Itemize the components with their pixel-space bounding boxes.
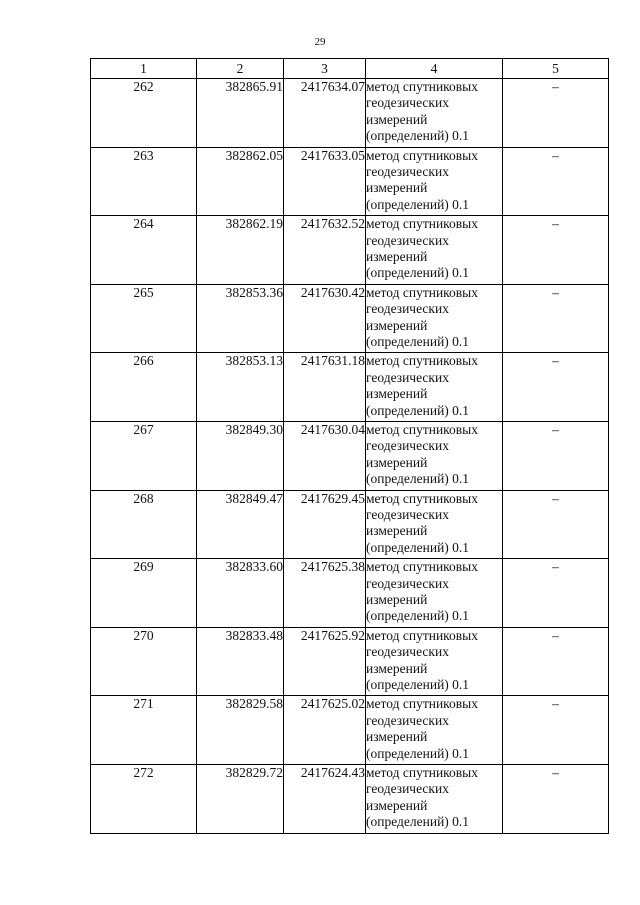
point-number-cell: 269 — [91, 559, 197, 628]
table-row — [91, 696, 609, 765]
column-header-2: 2 — [197, 59, 284, 79]
x-coordinate-cell: 382853.36 — [197, 284, 284, 353]
y-coordinate-cell: 2417632.52 — [284, 216, 366, 285]
y-coordinate-cell: 2417631.18 — [284, 353, 366, 422]
note-cell: – — [503, 353, 609, 422]
y-coordinate-cell: 2417633.05 — [284, 147, 366, 216]
column-header-3: 3 — [284, 59, 366, 79]
note-cell: – — [503, 421, 609, 490]
y-coordinate-cell: 2417634.07 — [284, 79, 366, 148]
note-cell: – — [503, 559, 609, 628]
method-cell: метод спутниковых геодезических измерений (определений) 0.1 — [366, 764, 503, 833]
x-coordinate-cell: 382853.13 — [197, 353, 284, 422]
note-cell: – — [503, 79, 609, 148]
table-row — [91, 353, 609, 422]
method-cell: метод спутниковых геодезических измерений (определений) 0.1 — [366, 216, 503, 285]
point-number-cell: 268 — [91, 490, 197, 559]
x-coordinate-cell: 382862.19 — [197, 216, 284, 285]
point-number-cell: 270 — [91, 627, 197, 696]
table-row — [91, 764, 609, 833]
point-number-cell: 267 — [91, 421, 197, 490]
method-cell: метод спутниковых геодезических измерений (определений) 0.1 — [366, 696, 503, 765]
note-cell: – — [503, 490, 609, 559]
x-coordinate-cell: 382829.58 — [197, 696, 284, 765]
table-row — [91, 147, 609, 216]
y-coordinate-cell: 2417630.42 — [284, 284, 366, 353]
note-cell: – — [503, 284, 609, 353]
table-row — [91, 79, 609, 148]
y-coordinate-cell: 2417625.38 — [284, 559, 366, 628]
point-number-cell: 271 — [91, 696, 197, 765]
table-row — [91, 559, 609, 628]
note-cell: – — [503, 627, 609, 696]
table-row — [91, 284, 609, 353]
y-coordinate-cell: 2417630.04 — [284, 421, 366, 490]
column-header-1: 1 — [91, 59, 197, 79]
note-cell: – — [503, 764, 609, 833]
x-coordinate-cell: 382849.47 — [197, 490, 284, 559]
point-number-cell: 266 — [91, 353, 197, 422]
method-cell: метод спутниковых геодезических измерений (определений) 0.1 — [366, 421, 503, 490]
x-coordinate-cell: 382829.72 — [197, 764, 284, 833]
coordinates-table — [90, 58, 609, 834]
method-cell: метод спутниковых геодезических измерений (определений) 0.1 — [366, 490, 503, 559]
method-cell: метод спутниковых геодезических измерений (определений) 0.1 — [366, 353, 503, 422]
table-row — [91, 216, 609, 285]
table-row — [91, 421, 609, 490]
point-number-cell: 265 — [91, 284, 197, 353]
y-coordinate-cell: 2417625.02 — [284, 696, 366, 765]
point-number-cell: 262 — [91, 79, 197, 148]
method-cell: метод спутниковых геодезических измерений (определений) 0.1 — [366, 284, 503, 353]
y-coordinate-cell: 2417624.43 — [284, 764, 366, 833]
method-cell: метод спутниковых геодезических измерений (определений) 0.1 — [366, 627, 503, 696]
method-cell: метод спутниковых геодезических измерений (определений) 0.1 — [366, 559, 503, 628]
x-coordinate-cell: 382849.30 — [197, 421, 284, 490]
point-number-cell: 264 — [91, 216, 197, 285]
y-coordinate-cell: 2417625.92 — [284, 627, 366, 696]
table-header-row — [91, 59, 609, 79]
table-row — [91, 627, 609, 696]
point-number-cell: 263 — [91, 147, 197, 216]
x-coordinate-cell: 382833.48 — [197, 627, 284, 696]
note-cell: – — [503, 696, 609, 765]
method-cell: метод спутниковых геодезических измерений (определений) 0.1 — [366, 147, 503, 216]
column-header-4: 4 — [366, 59, 503, 79]
note-cell: – — [503, 147, 609, 216]
page-number: 29 — [314, 36, 326, 48]
note-cell: – — [503, 216, 609, 285]
x-coordinate-cell: 382862.05 — [197, 147, 284, 216]
column-header-5: 5 — [503, 59, 609, 79]
point-number-cell: 272 — [91, 764, 197, 833]
table-row — [91, 490, 609, 559]
method-cell: метод спутниковых геодезических измерений (определений) 0.1 — [366, 79, 503, 148]
x-coordinate-cell: 382833.60 — [197, 559, 284, 628]
y-coordinate-cell: 2417629.45 — [284, 490, 366, 559]
x-coordinate-cell: 382865.91 — [197, 79, 284, 148]
